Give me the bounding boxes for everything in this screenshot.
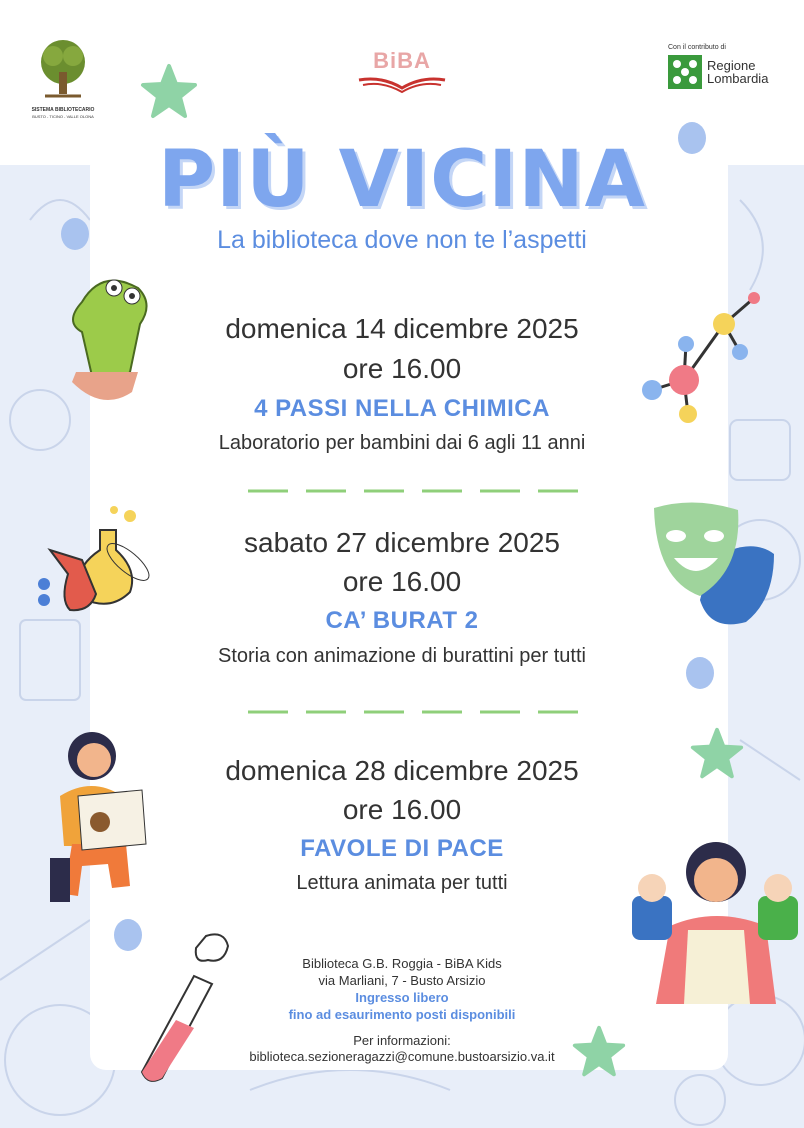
page-title: PIÙ VICINA	[158, 135, 646, 225]
event-description: Lettura animata per tutti	[296, 872, 508, 894]
rosa-camuna-icon	[668, 55, 702, 89]
event-date: sabato 27 dicembre 2025	[244, 527, 560, 558]
chemistry-flasks-illustration	[30, 500, 156, 620]
page-subtitle: La biblioteca dove non te l’aspetti	[217, 226, 587, 254]
molecule-icon	[640, 290, 766, 426]
sponsor-name-line1: Regione	[707, 58, 756, 73]
regione-lombardia-logo	[668, 55, 778, 89]
star-icon	[138, 62, 200, 122]
library-system-name: SISTEMA BIBLIOTECARIO	[31, 107, 95, 113]
section-divider	[248, 710, 578, 714]
sponsor-name-line2: Lombardia	[707, 71, 769, 86]
library-system-logo	[28, 38, 98, 120]
event-description: Laboratorio per bambini dai 6 agli 11 anni	[218, 432, 586, 454]
contact-email[interactable]: biblioteca.sezioneragazzi@comune.bustoarsizio.va.it	[249, 1049, 555, 1064]
event-time: ore 16.00	[342, 566, 462, 597]
entry-note: Ingresso libero	[355, 990, 449, 1005]
event-date: domenica 28 dicembre 2025	[225, 755, 579, 786]
event-title: FAVOLE DI PACE	[300, 835, 504, 862]
section-divider	[248, 489, 578, 493]
theater-masks-icon	[650, 500, 780, 632]
library-system-area: BUSTO - TICINO - VALLE OLONA	[32, 114, 94, 119]
biba-logo-text: BiBA	[373, 48, 431, 73]
event-title: 4 PASSI NELLA CHIMICA	[254, 395, 550, 422]
venue-address: via Marliani, 7 - Busto Arsizio	[318, 973, 486, 988]
biba-logo	[352, 48, 452, 99]
venue-name: Biblioteca G.B. Roggia - BiBA Kids	[302, 956, 502, 971]
tree-icon	[35, 38, 91, 102]
event-date: domenica 14 dicembre 2025	[225, 313, 579, 344]
info-label: Per informazioni:	[353, 1033, 451, 1048]
event-title: CA’ BURAT 2	[325, 607, 479, 634]
open-book-icon	[355, 74, 449, 94]
event-time: ore 16.00	[342, 353, 462, 384]
test-tube-illustration	[134, 930, 234, 1090]
sock-puppet-illustration	[62, 272, 158, 422]
puppeteer-illustration	[626, 836, 802, 1004]
reading-girl-illustration	[42, 726, 150, 912]
sponsor-label: Con il contributo di	[668, 44, 726, 51]
sponsor-block	[668, 44, 778, 89]
event-description: Storia con animazione di burattini per tutti	[218, 645, 586, 667]
availability-note: fino ad esaurimento posti disponibili	[288, 1007, 516, 1022]
event-time: ore 16.00	[342, 794, 462, 825]
